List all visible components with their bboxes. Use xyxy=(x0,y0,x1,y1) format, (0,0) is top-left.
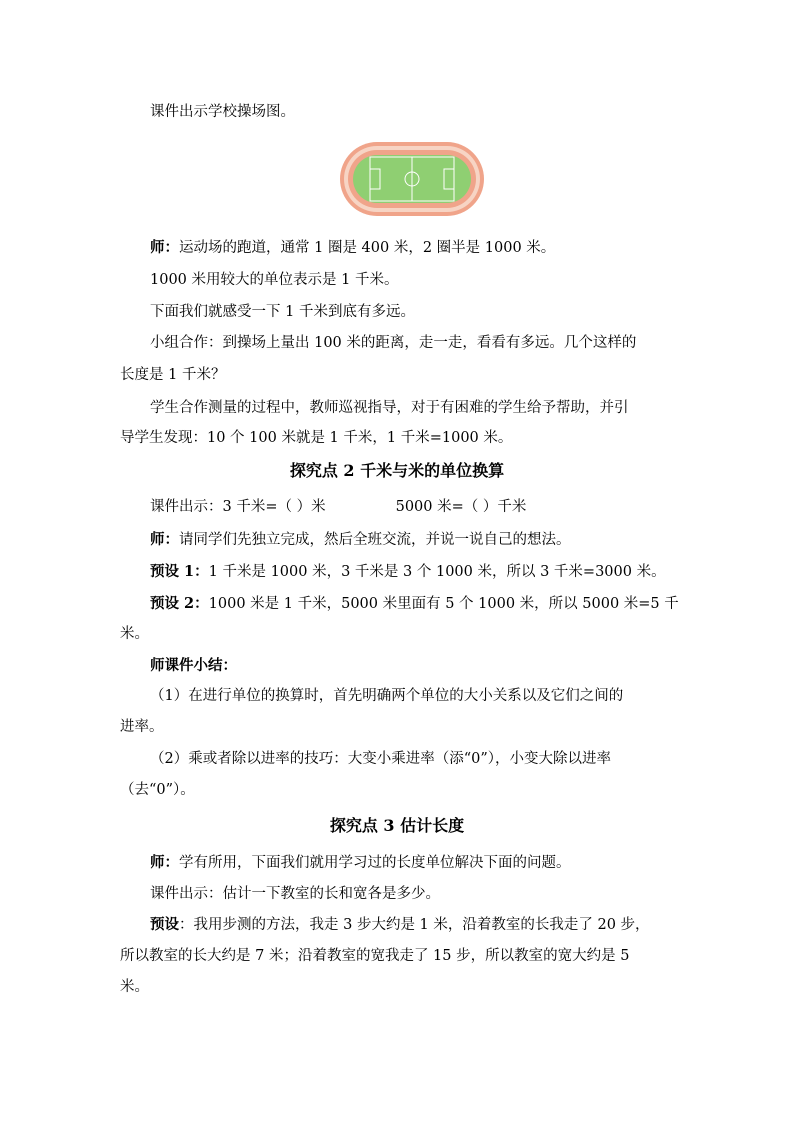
preset-estimate-cont: 所以教室的长大约是 7 米；沿着教室的宽我走了 15 步，所以教室的宽大约是 5 xyxy=(120,948,630,964)
preset-2-cont: 米。 xyxy=(120,626,149,642)
intro-text: 课件出示学校操场图。 xyxy=(150,104,295,120)
preset-1 xyxy=(150,562,666,582)
teacher-line-1 xyxy=(150,238,555,258)
teacher-line-2 xyxy=(150,530,571,550)
preset-2-label: 预设 2： xyxy=(150,595,209,612)
teacher-line-3-text: 学有所用，下面我们就用学习过的长度单位解决下面的问题。 xyxy=(179,855,571,871)
summary-point-1-cont: 进率。 xyxy=(120,719,164,735)
preset-estimate-end: 米。 xyxy=(120,979,149,995)
summary-point-2: （2）乘或者除以进率的技巧：大变小乘进率（添“0”），小变大除以进率 xyxy=(150,751,612,767)
teacher-line-1-text: 运动场的跑道，通常 1 圈是 400 米，2 圈半是 1000 米。 xyxy=(179,240,556,256)
speaker-label: 师： xyxy=(150,239,179,256)
paragraph-measure-cont: 导学生发现：10 个 100 米就是 1 千米，1 千米=1000 米。 xyxy=(120,430,513,446)
preset-2 xyxy=(150,594,679,614)
section-heading-2: 探究点 2 千米与米的单位换算 xyxy=(289,461,505,480)
preset-estimate-text: ：我用步测的方法，我走 3 步大约是 1 米，沿着教室的长我走了 20 步， xyxy=(179,917,650,933)
preset-estimate xyxy=(150,915,650,935)
exercise-b: 5000 米=（ ）千米 xyxy=(395,499,527,515)
paragraph-feel: 下面我们就感受一下 1 千米到底有多远。 xyxy=(150,304,415,320)
exercise-2: 课件出示：估计一下教室的长和宽各是多少。 xyxy=(150,886,440,902)
exercise-line xyxy=(150,497,526,517)
section-heading-3: 探究点 3 估计长度 xyxy=(329,816,465,835)
speaker-label: 师： xyxy=(150,531,179,548)
paragraph-measure: 学生合作测量的过程中，教师巡视指导，对于有困难的学生给予帮助，并引 xyxy=(150,400,629,416)
summary-title: 师课件小结： xyxy=(150,657,237,674)
preset-2-text: 1000 米是 1 千米，5000 米里面有 5 个 1000 米，所以 5000 米=5 千 xyxy=(208,596,679,612)
summary-label xyxy=(150,656,237,676)
summary-point-2-cont: （去“0”）。 xyxy=(120,782,195,798)
paragraph-1000m: 1000 米用较大的单位表示是 1 千米。 xyxy=(150,272,399,288)
speaker-label: 师： xyxy=(150,854,179,871)
preset-estimate-label: 预设 xyxy=(150,916,179,933)
summary-point-1: （1）在进行单位的换算时，首先明确两个单位的大小关系以及它们之间的 xyxy=(150,688,624,704)
exercise-a: 课件出示：3 千米=（ ）米 xyxy=(150,499,326,515)
paragraph-group-work-cont: 长度是 1 千米？ xyxy=(120,367,226,383)
paragraph-group-work: 小组合作：到操场上量出 100 米的距离，走一走，看看有多远。几个这样的 xyxy=(150,335,637,351)
teacher-line-2-text: 请同学们先独立完成，然后全班交流，并说一说自己的想法。 xyxy=(179,532,571,548)
preset-1-text: 1 千米是 1000 米，3 千米是 3 个 1000 米，所以 3 千米=3000 米。 xyxy=(208,564,666,580)
preset-1-label: 预设 1： xyxy=(150,563,209,580)
teacher-line-3 xyxy=(150,853,571,873)
running-track-figure xyxy=(338,140,486,218)
